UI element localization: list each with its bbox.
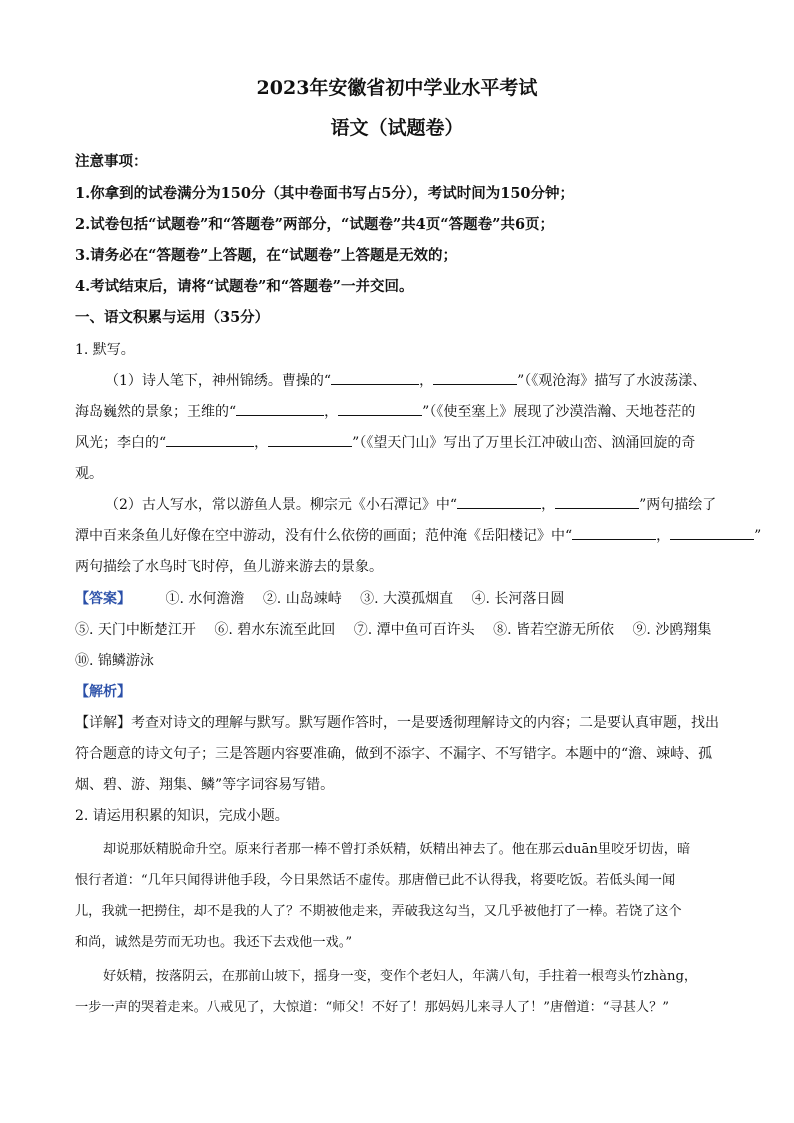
note-item: 4.考试结束后，请将“试题卷”和“答题卷”一并交回。 — [75, 278, 414, 295]
q1-part2-line1 — [105, 494, 716, 514]
answer-line — [75, 588, 578, 608]
answer-line — [75, 619, 725, 639]
q1-text: ”两句描绘了 — [639, 497, 717, 513]
q1-part1-line4: 观。 — [75, 466, 103, 482]
passage-line: 却说那妖精脱命升空。原来行者那一棒不曾打杀妖精，妖精出神去了。他在那云duān里咬牙切齿，暗 — [103, 842, 691, 857]
note-item: 1.你拿到的试卷满分为150分（其中卷面书写占5分），考试时间为150分钟； — [75, 185, 575, 202]
answer-item: ⑨. 沙鸥翔集 — [632, 622, 712, 638]
q1-part1-line3 — [75, 432, 695, 452]
fill-blank[interactable] — [670, 527, 754, 540]
q1-text: 潭中百来条鱼儿好像在空中游动，没有什么依傍的画面；范仲淹《岳阳楼记》中“ — [75, 528, 573, 544]
fill-blank[interactable] — [268, 434, 352, 447]
fill-blank[interactable] — [331, 372, 419, 385]
answer-item: ②. 山岛竦峙 — [262, 591, 342, 607]
answer-item: ⑤. 天门中断楚江开 — [75, 622, 196, 638]
detail-line: 烟、碧、游、翔集、鳞”等字词容易写错。 — [75, 777, 335, 793]
fill-blank[interactable] — [433, 372, 517, 385]
question-stem: 2. 请运用积累的知识，完成小题。 — [75, 808, 289, 824]
q1-part1-line2 — [75, 401, 695, 421]
passage-line: 一步一声的哭着走来。八戒见了，大惊道：“师父！不好了！那妈妈儿来寻人了！”唐僧道：“寻甚人？” — [75, 1000, 670, 1015]
fill-blank[interactable] — [166, 434, 254, 447]
passage-line: 和尚，诚然是劳而无功也。我还下去戏他一戏。” — [75, 935, 353, 950]
page-title: 2023年安徽省初中学业水平考试 — [256, 77, 538, 99]
q1-text: ， — [419, 373, 434, 389]
q1-text: （1）诗人笔下，神州锦绣。曹操的“ — [105, 373, 332, 389]
q1-text: 风光；李白的“ — [75, 435, 167, 451]
q1-text: ”（《望天门山》写出了万里长江冲破山峦、汹涌回旋的奇 — [352, 435, 696, 451]
question-stem: 1. 默写。 — [75, 342, 135, 358]
q1-part2-line3: 两句描绘了水鸟时飞时停，鱼儿游来游去的景象。 — [75, 559, 383, 575]
q1-text: ， — [324, 404, 339, 420]
answer-item: ⑧. 皆若空游无所依 — [493, 622, 614, 638]
q1-text: （2）古人写水，常以游鱼人景。柳宗元《小石潭记》中“ — [105, 497, 458, 513]
answer-item: ⑥. 碧水东流至此回 — [214, 622, 336, 638]
note-item: 3.请务必在“答题卷”上答题，在“试题卷”上答题是无效的； — [75, 247, 457, 264]
q1-text: ” — [754, 528, 762, 544]
analysis-label: 【解析】 — [75, 684, 131, 700]
passage-line: 儿，我就一把撈住，却不是我的人了？不期被他走来，弄破我这勾当，又几乎被他打了一棒。若饶了这个 — [75, 904, 682, 919]
answer-item: ④. 长河落日圆 — [471, 591, 565, 607]
q1-text: ， — [656, 528, 671, 544]
answer-item: ⑦. 潭中鱼可百许头 — [353, 622, 475, 638]
answer-label: 【答案】 — [75, 591, 131, 607]
q1-text: ”（《观沧海》描写了水波荡漾、 — [517, 373, 707, 389]
section-heading: 一、语文积累与运用（35分） — [75, 309, 270, 326]
fill-blank[interactable] — [457, 496, 541, 509]
passage-line: 好妖精，按落阴云，在那前山坡下，摇身一变，变作个老妇人，年满八旬，手拄着一根弯头竹zhàng， — [103, 969, 698, 984]
answer-item: ③. 大漠孤烟直 — [360, 591, 454, 607]
note-item: 2.试卷包括“试题卷”和“答题卷”两部分，“试题卷”共4页“答题卷”共6页； — [75, 216, 555, 233]
fill-blank[interactable] — [236, 403, 324, 416]
q1-text: ”（《使至塞上》展现了沙漠浩瀚、天地苍茫的 — [422, 404, 696, 420]
detail-line: 符合题意的诗文句子；三是答题内容要准确，做到不添字、不漏字、不写错字。本题中的“澹、竦峙、孤 — [75, 746, 713, 762]
answer-item: ①. 水何澹澹 — [165, 591, 245, 607]
fill-blank[interactable] — [572, 527, 656, 540]
detail-label: 【详解】 — [75, 715, 131, 731]
fill-blank[interactable] — [555, 496, 639, 509]
fill-blank[interactable] — [338, 403, 422, 416]
detail-line — [75, 712, 719, 732]
q1-text: ， — [541, 497, 556, 513]
notes-heading: 注意事项： — [75, 153, 148, 170]
page-subtitle: 语文（试题卷） — [330, 117, 464, 139]
q1-text: 海岛巍然的景象；王维的“ — [75, 404, 237, 420]
q1-text: ， — [254, 435, 269, 451]
detail-text: 考查对诗文的理解与默写。默写题作答时，一是要透彻理解诗文的内容；二是要认真审题，找出 — [131, 715, 719, 731]
q1-part1-line1 — [105, 370, 706, 390]
answer-item: ⑩. 锦鳞游泳 — [75, 653, 154, 669]
passage-line: 恨行者道：“几年只闻得讲他手段，今日果然话不虚传。那唐僧已此不认得我，将要吃饭。若低头闻一闻 — [75, 873, 676, 888]
q1-part2-line2 — [75, 525, 761, 545]
